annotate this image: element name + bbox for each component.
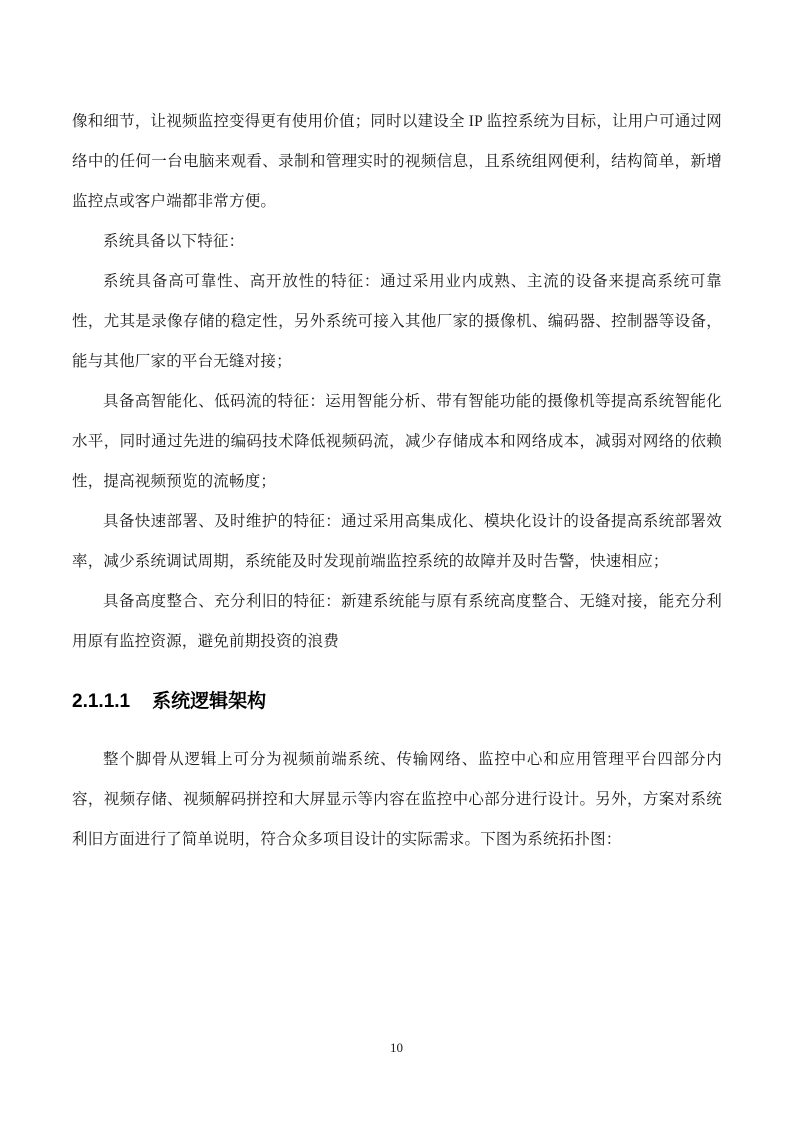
- paragraph-feature-reliability: 系统具备高可靠性、高开放性的特征：通过采用业内成熟、主流的设备来提高系统可靠性，尤其是录像存储的稳定性，另外系统可接入其他厂家的摄像机、编码器、控制器等设备，能与其他厂家的平台无缝对接；: [72, 273, 722, 370]
- section-heading-number: 2.1.1.1: [72, 691, 131, 712]
- paragraph-intro-continuation: 像和细节，让视频监控变得更有使用价值；同时以建设全 IP 监控系统为目标，让用户可通过网络中的任何一台电脑来观看、录制和管理实时的视频信息，且系统组网便利，结构简单，新增监控点或客户端都非常方便。: [72, 113, 722, 210]
- section-heading-title: 系统逻辑架构: [152, 691, 267, 712]
- paragraph-feature-deployment: 具备快速部署、及时维护的特征：通过采用高集成化、模块化设计的设备提高系统部署效率，减少系统调试周期，系统能及时发现前端监控系统的故障并及时告警，快速相应；: [72, 513, 722, 570]
- paragraph-feature-intelligence: 具备高智能化、低码流的特征：运用智能分析、带有智能功能的摄像机等提高系统智能化水平，同时通过先进的编码技术降低视频码流，减少存储成本和网络成本，减弱对网络的依赖性，提高视频预览的流畅度；: [72, 393, 722, 490]
- page-content: [72, 102, 722, 860]
- page-number: 10: [390, 1040, 403, 1055]
- paragraph-features-lead: 系统具备以下特征：: [103, 233, 245, 250]
- section-heading: [72, 689, 722, 715]
- paragraph-feature-integration: 具备高度整合、充分利旧的特征：新建系统能与原有系统高度整合、无缝对接，能充分利用原有监控资源，避免前期投资的浪费: [72, 593, 722, 650]
- paragraph-logic-architecture: 整个脚骨从逻辑上可分为视频前端系统、传输网络、监控中心和应用管理平台四部分内容，视频存储、视频解码拼控和大屏显示等内容在监控中心部分进行设计。另外，方案对系统利旧方面进行了简单说明，符合众多项目设计的实际需求。下图为系统拓扑图：: [72, 751, 722, 848]
